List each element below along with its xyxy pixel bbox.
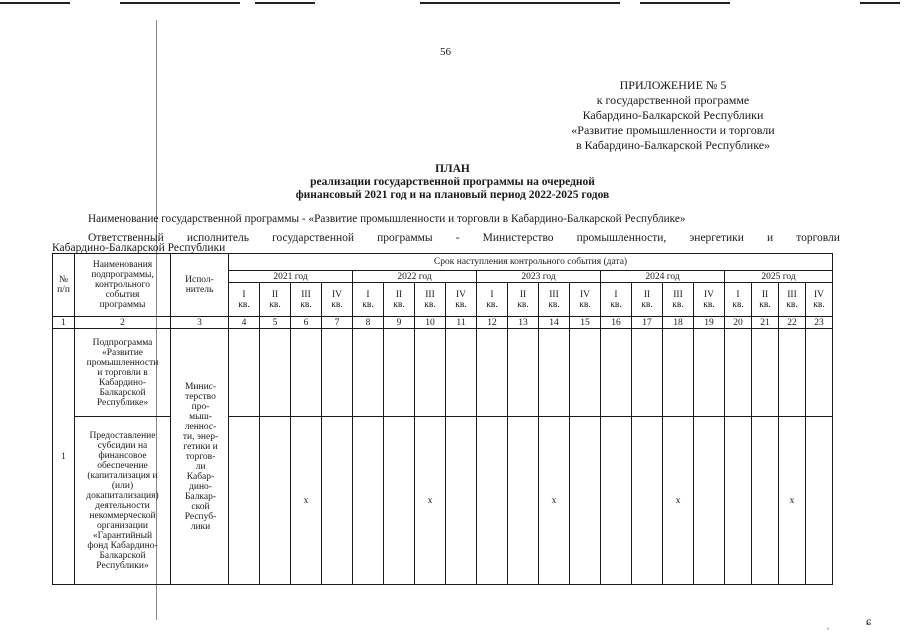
header-executor xyxy=(171,254,229,317)
quarter-header xyxy=(663,283,694,317)
header-text: подпрограммы, xyxy=(91,270,154,280)
schedule-cell xyxy=(752,417,779,585)
column-number: 3 xyxy=(171,317,229,329)
quarter-label: III xyxy=(673,289,683,300)
quarter-header xyxy=(632,283,663,317)
executor-cell-line: гетики и xyxy=(183,441,218,452)
quarter-header xyxy=(384,283,415,317)
quarter-suffix: кв. xyxy=(300,299,312,310)
schedule-cell xyxy=(384,417,415,585)
column-number: 6 xyxy=(291,317,322,329)
appendix-line: «Развитие промышленности и торговли xyxy=(571,123,775,137)
schedule-cell xyxy=(570,329,601,417)
executor-word: торговли xyxy=(796,232,840,244)
column-number: 2 xyxy=(75,317,171,329)
quarter-label: IV xyxy=(455,289,467,300)
schedule-cell xyxy=(632,417,663,585)
quarter-label: IV xyxy=(703,289,715,300)
quarter-suffix: кв. xyxy=(579,299,591,310)
schedule-cell xyxy=(322,417,353,585)
header-text: события xyxy=(105,290,140,300)
schedule-cell xyxy=(752,329,779,417)
subprogram-line: Республике» xyxy=(96,397,149,408)
executor-line-2: Кабардино-Балкарской Республики xyxy=(52,242,226,254)
quarter-header xyxy=(694,283,725,317)
event-line: обеспечение xyxy=(97,460,148,471)
executor-word: Министерство xyxy=(482,232,554,244)
schedule-cell xyxy=(446,417,477,585)
event-line: докапитализация) xyxy=(86,490,159,501)
schedule-cell xyxy=(477,329,508,417)
quarter-header xyxy=(415,283,446,317)
executor-cell-line: про- xyxy=(191,401,210,412)
schedule-cell xyxy=(260,417,291,585)
schedule-cell xyxy=(663,329,694,417)
quarter-suffix: кв. xyxy=(455,299,467,310)
subprogram-line: промышленности xyxy=(86,357,159,368)
executor-word: государственной xyxy=(272,232,355,244)
quarter-header xyxy=(806,283,833,317)
executor-word: исполнитель xyxy=(186,232,249,244)
column-number: 11 xyxy=(446,317,477,329)
header-text: контрольного xyxy=(95,280,150,290)
schedule-mark-2025-q3: x xyxy=(779,417,806,585)
schedule-cell xyxy=(291,329,322,417)
event-line: фонд Кабардино- xyxy=(87,540,158,551)
event-row xyxy=(53,417,833,585)
quarter-suffix: кв. xyxy=(732,299,744,310)
schedule-cell xyxy=(353,329,384,417)
quarter-suffix: кв. xyxy=(703,299,715,310)
event-line: финансовое xyxy=(98,450,147,461)
year-header: 2024 год xyxy=(601,271,725,283)
executor-cell-line: ли xyxy=(195,461,206,472)
schedule-cell xyxy=(415,329,446,417)
executor-word: программы xyxy=(377,232,433,244)
column-number: 13 xyxy=(508,317,539,329)
schedule-cell xyxy=(446,329,477,417)
quarter-label: III xyxy=(425,289,435,300)
quarter-label: I xyxy=(242,289,246,300)
quarter-suffix: кв. xyxy=(786,299,798,310)
quarter-label: IV xyxy=(331,289,343,300)
top-border-line xyxy=(0,2,70,4)
column-number: 16 xyxy=(601,317,632,329)
quarter-label: III xyxy=(301,289,311,300)
quarter-header xyxy=(322,283,353,317)
quarter-header xyxy=(477,283,508,317)
subprogram-line: «Развитие xyxy=(101,347,144,358)
column-number: 1 xyxy=(53,317,75,329)
column-number: 7 xyxy=(322,317,353,329)
executor-word: - xyxy=(455,232,460,244)
event-line: организации xyxy=(96,520,148,531)
schedule-cell xyxy=(477,417,508,585)
header-text: нитель xyxy=(185,285,214,295)
subprogram-row xyxy=(53,329,833,417)
executor-word: промышленности, xyxy=(576,232,667,244)
schedule-mark-2023-q3: x xyxy=(539,417,570,585)
quarter-header xyxy=(539,283,570,317)
schedule-mark-2021-q3: x xyxy=(291,417,322,585)
page-number: 56 xyxy=(440,46,451,58)
quarter-header xyxy=(725,283,752,317)
quarter-header xyxy=(752,283,779,317)
executor-cell-line: ской xyxy=(191,501,210,512)
row-number: 1 xyxy=(53,329,75,585)
program-name-line: Наименование государственной программы - «Развитие промышленности и торговли в Кабардино-Балкарской Республике» xyxy=(88,213,686,225)
quarter-header xyxy=(291,283,322,317)
quarter-header xyxy=(353,283,384,317)
event-line: субсидии на xyxy=(97,440,148,451)
header-no xyxy=(53,254,75,317)
executor-word: Ответственный xyxy=(88,232,164,244)
quarter-header xyxy=(570,283,601,317)
subprogram-line: и торговли в xyxy=(97,367,148,378)
schedule-cell xyxy=(694,417,725,585)
year-header: 2022 год xyxy=(353,271,477,283)
plan-title-line: финансовый 2021 год и на плановый период 2022-2025 годов xyxy=(295,189,610,201)
column-number: 4 xyxy=(229,317,260,329)
schedule-cell xyxy=(570,417,601,585)
quarter-label: II xyxy=(519,289,527,300)
quarter-suffix: кв. xyxy=(269,299,281,310)
quarter-header xyxy=(446,283,477,317)
schedule-cell xyxy=(694,329,725,417)
scan-artifact-mark: ɕ xyxy=(866,614,872,628)
quarter-suffix: кв. xyxy=(424,299,436,310)
header-text: № xyxy=(58,275,69,285)
quarter-header xyxy=(508,283,539,317)
event-line: некоммерческой xyxy=(89,510,156,521)
quarter-suffix: кв. xyxy=(331,299,343,310)
quarter-label: III xyxy=(549,289,559,300)
plan-title xyxy=(0,163,905,202)
executor-cell-line: Минис- xyxy=(184,381,217,392)
column-number: 10 xyxy=(415,317,446,329)
event-name xyxy=(75,417,171,585)
schedule-cell xyxy=(229,329,260,417)
header-text: п/п xyxy=(57,285,70,295)
appendix-line: в Кабардино-Балкарской Республике» xyxy=(575,138,771,152)
header-deadline: Срок наступления контрольного события (дата) xyxy=(229,254,833,271)
event-line: (или) xyxy=(111,480,134,491)
schedule-cell xyxy=(601,329,632,417)
top-border-line xyxy=(640,2,730,4)
executor-cell xyxy=(171,329,229,585)
schedule-cell xyxy=(539,329,570,417)
executor-cell-line: Балкар- xyxy=(184,491,217,502)
schedule-cell xyxy=(508,329,539,417)
quarter-label: IV xyxy=(579,289,591,300)
column-number: 9 xyxy=(384,317,415,329)
column-number: 12 xyxy=(477,317,508,329)
quarter-suffix: кв. xyxy=(486,299,498,310)
executor-cell-line: Респуб- xyxy=(184,511,217,522)
executor-cell-line: леннос- xyxy=(184,421,217,432)
column-number: 8 xyxy=(353,317,384,329)
top-border-line xyxy=(420,2,620,4)
quarter-header xyxy=(229,283,260,317)
quarter-label: II xyxy=(761,289,769,300)
subprogram-line: Подпрограмма xyxy=(92,337,153,348)
plan-title-line: реализации государственной программы на очередной xyxy=(310,176,595,188)
column-number: 14 xyxy=(539,317,570,329)
schedule-cell xyxy=(725,417,752,585)
quarter-label: I xyxy=(366,289,370,300)
year-header: 2025 год xyxy=(725,271,833,283)
schedule-cell xyxy=(508,417,539,585)
scan-artifact-mark: ˌ xyxy=(826,616,830,630)
schedule-cell xyxy=(779,329,806,417)
plan-title-line: ПЛАН xyxy=(435,163,470,175)
top-border-line xyxy=(255,2,315,4)
quarter-suffix: кв. xyxy=(759,299,771,310)
column-number: 5 xyxy=(260,317,291,329)
appendix-line: к государственной программе xyxy=(596,93,750,107)
executor-cell-line: ти, энер- xyxy=(182,431,219,442)
quarter-suffix: кв. xyxy=(610,299,622,310)
header-text: Испол- xyxy=(185,275,214,285)
event-line: деятельности xyxy=(95,500,150,511)
quarter-label: II xyxy=(271,289,279,300)
plan-table xyxy=(52,253,833,585)
executor-cell-line: Кабар- xyxy=(186,471,215,482)
schedule-cell xyxy=(725,329,752,417)
appendix-line: Кабардино-Балкарской Республики xyxy=(582,108,764,122)
schedule-mark-2022-q3: x xyxy=(415,417,446,585)
quarter-header xyxy=(601,283,632,317)
quarter-suffix: кв. xyxy=(641,299,653,310)
quarter-suffix: кв. xyxy=(813,299,825,310)
column-number: 20 xyxy=(725,317,752,329)
schedule-cell xyxy=(322,329,353,417)
quarter-label: III xyxy=(787,289,797,300)
quarter-suffix: кв. xyxy=(548,299,560,310)
schedule-cell xyxy=(229,417,260,585)
event-line: Предоставление xyxy=(89,430,156,441)
column-number: 21 xyxy=(752,317,779,329)
quarter-label: I xyxy=(490,289,494,300)
column-number: 17 xyxy=(632,317,663,329)
quarter-suffix: кв. xyxy=(517,299,529,310)
event-line: «Гарантийный xyxy=(92,530,153,541)
column-number: 23 xyxy=(806,317,833,329)
quarter-label: II xyxy=(395,289,403,300)
schedule-cell xyxy=(806,417,833,585)
quarter-label: II xyxy=(643,289,651,300)
executor-word: энергетики xyxy=(689,232,744,244)
quarter-label: I xyxy=(736,289,740,300)
subprogram-name xyxy=(75,329,171,417)
executor-cell-line: мыш- xyxy=(189,411,212,422)
top-border-line xyxy=(860,2,900,4)
quarter-suffix: кв. xyxy=(672,299,684,310)
schedule-cell xyxy=(632,329,663,417)
schedule-mark-2024-q3: x xyxy=(663,417,694,585)
column-number: 19 xyxy=(694,317,725,329)
schedule-cell xyxy=(384,329,415,417)
event-line: Республики» xyxy=(96,560,149,571)
executor-word: и xyxy=(766,232,774,244)
subprogram-line: Балкарской xyxy=(99,387,146,398)
header-text: Наименования xyxy=(92,260,153,270)
appendix-line: ПРИЛОЖЕНИЕ № 5 xyxy=(619,78,727,92)
executor-cell-line: торгов- xyxy=(185,451,216,462)
quarter-suffix: кв. xyxy=(362,299,374,310)
column-number-row xyxy=(53,317,833,329)
quarter-suffix: кв. xyxy=(393,299,405,310)
event-line: (капитализация и xyxy=(87,470,158,481)
schedule-cell xyxy=(353,417,384,585)
column-number: 22 xyxy=(779,317,806,329)
schedule-cell xyxy=(806,329,833,417)
year-header: 2021 год xyxy=(229,271,353,283)
year-header: 2023 год xyxy=(477,271,601,283)
quarter-label: I xyxy=(614,289,618,300)
executor-cell-line: лики xyxy=(190,521,211,532)
column-number: 15 xyxy=(570,317,601,329)
schedule-cell xyxy=(601,417,632,585)
header-name xyxy=(75,254,171,317)
quarter-header xyxy=(779,283,806,317)
header-text: программы xyxy=(99,300,146,310)
quarter-label: IV xyxy=(813,289,825,300)
event-line: Балкарской xyxy=(99,550,146,561)
quarter-suffix: кв. xyxy=(238,299,250,310)
quarter-header xyxy=(260,283,291,317)
subprogram-line: Кабардино- xyxy=(98,377,147,388)
column-number: 18 xyxy=(663,317,694,329)
top-border-line xyxy=(120,2,240,4)
executor-cell-line: дино- xyxy=(189,481,212,492)
appendix-header xyxy=(523,78,823,153)
schedule-cell xyxy=(260,329,291,417)
executor-cell-line: терство xyxy=(185,391,216,402)
